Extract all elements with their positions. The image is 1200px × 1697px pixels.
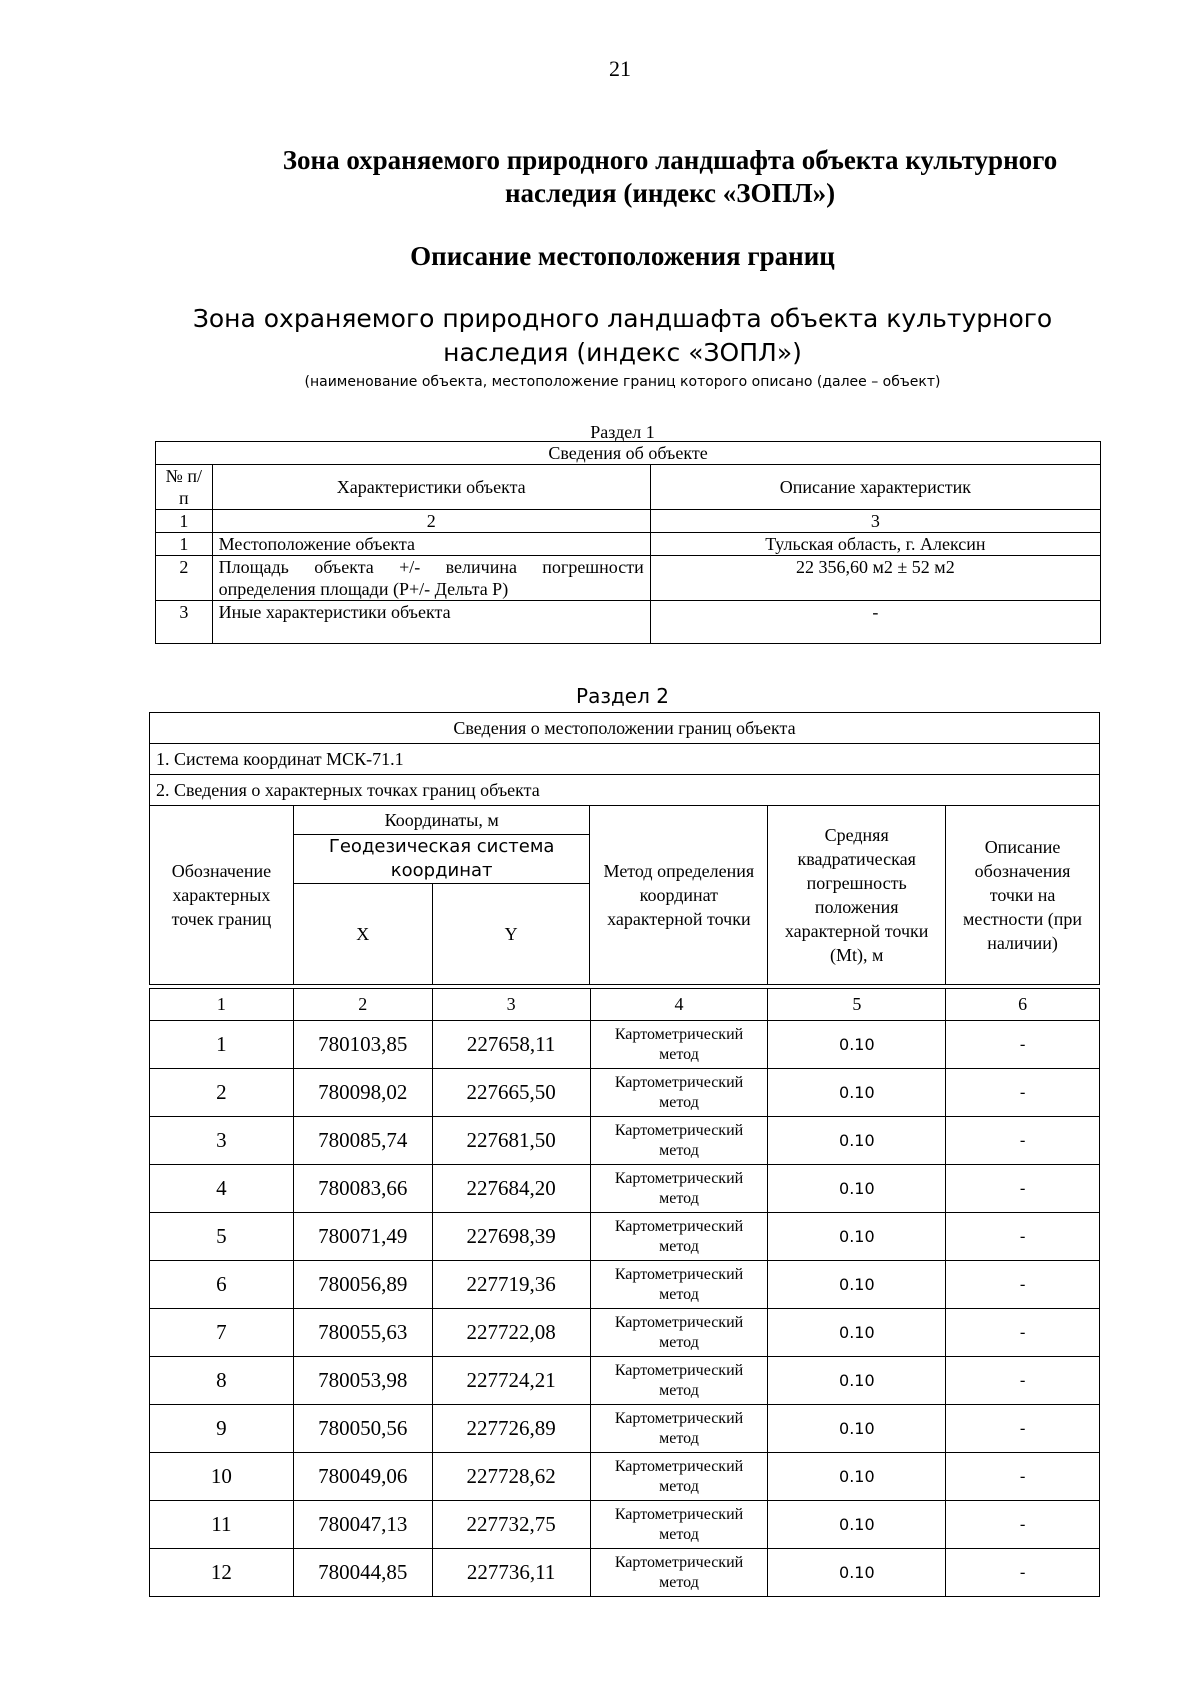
description-header: Описание обозначения точки на местности (при наличии) <box>946 806 1100 985</box>
point-method: Картометрический метод <box>590 1213 768 1261</box>
point-desc: - <box>946 1261 1100 1309</box>
point-y: 227726,89 <box>432 1405 590 1453</box>
section2-label: Раздел 2 <box>576 684 669 708</box>
table-row <box>150 1213 1100 1261</box>
point-desc: - <box>946 1165 1100 1213</box>
point-x: 780050,56 <box>293 1405 432 1453</box>
point-y: 227681,50 <box>432 1117 590 1165</box>
point-method: Картометрический метод <box>590 1309 768 1357</box>
point-x: 780044,85 <box>293 1549 432 1597</box>
point-x: 780056,89 <box>293 1261 432 1309</box>
point-number: 12 <box>150 1549 294 1597</box>
point-x: 780055,63 <box>293 1309 432 1357</box>
points-body <box>150 1021 1100 1597</box>
column-number: 2 <box>212 510 650 533</box>
point-mt: 0.10 <box>768 1165 946 1213</box>
point-desc: - <box>946 1213 1100 1261</box>
point-number: 7 <box>150 1309 294 1357</box>
row-value: Тульская область, г. Алексин <box>650 533 1100 556</box>
table-row <box>150 1405 1100 1453</box>
title-line-1: Зона охраняемого природного ландшафта объекта культурного <box>282 145 1058 175</box>
boundary-info-title: Сведения о местоположении границ объекта <box>150 713 1100 744</box>
col-char-header: Характеристики объекта <box>212 465 650 510</box>
point-mt: 0.10 <box>768 1357 946 1405</box>
y-header: Y <box>432 884 590 985</box>
table-row <box>150 1069 1100 1117</box>
point-method: Картометрический метод <box>590 1069 768 1117</box>
point-number: 5 <box>150 1213 294 1261</box>
point-number: 9 <box>150 1405 294 1453</box>
object-info-title: Сведения об объекте <box>156 442 1101 465</box>
object-name <box>0 302 1200 370</box>
column-number: 3 <box>650 510 1100 533</box>
column-number: 1 <box>150 989 294 1021</box>
point-x: 780103,85 <box>293 1021 432 1069</box>
coords-header: Координаты, м <box>293 806 590 835</box>
column-number: 4 <box>590 989 768 1021</box>
point-desc: - <box>946 1021 1100 1069</box>
point-y: 227736,11 <box>432 1549 590 1597</box>
point-method: Картометрический метод <box>590 1453 768 1501</box>
table-row <box>150 1453 1100 1501</box>
row-name: Площадь объекта +/- величина погрешности определения площади (Р+/- Дельта Р) <box>212 556 650 601</box>
point-number: 2 <box>150 1069 294 1117</box>
point-y: 227724,21 <box>432 1357 590 1405</box>
table-row <box>156 533 1101 556</box>
point-method: Картометрический метод <box>590 1501 768 1549</box>
row-name: Местоположение объекта <box>212 533 650 556</box>
point-y: 227722,08 <box>432 1309 590 1357</box>
point-mt: 0.10 <box>768 1405 946 1453</box>
point-y: 227719,36 <box>432 1261 590 1309</box>
column-number: 3 <box>432 989 590 1021</box>
row-number: 1 <box>156 533 213 556</box>
point-mt: 0.10 <box>768 1453 946 1501</box>
geo-system-header: Геодезическая система координат <box>293 835 590 884</box>
point-number: 6 <box>150 1261 294 1309</box>
col-desc-header: Описание характеристик <box>650 465 1100 510</box>
point-method: Картометрический метод <box>590 1021 768 1069</box>
object-info-table <box>155 441 1101 644</box>
point-y: 227665,50 <box>432 1069 590 1117</box>
point-desc: - <box>946 1549 1100 1597</box>
point-y: 227658,11 <box>432 1021 590 1069</box>
table-row <box>150 1501 1100 1549</box>
point-y: 227728,62 <box>432 1453 590 1501</box>
row-value: 22 356,60 м2 ± 52 м2 <box>650 556 1100 601</box>
points-table <box>149 988 1100 1597</box>
point-method: Картометрический метод <box>590 1357 768 1405</box>
point-desc: - <box>946 1069 1100 1117</box>
column-number: 1 <box>156 510 213 533</box>
document-title <box>0 144 1200 210</box>
boundary-info-table <box>149 712 1100 985</box>
point-desc: - <box>946 1309 1100 1357</box>
point-x: 780071,49 <box>293 1213 432 1261</box>
table-row <box>150 1357 1100 1405</box>
document-subtitle: Описание местоположения границ <box>410 241 835 271</box>
point-method: Картометрический метод <box>590 1165 768 1213</box>
title-line-2: наследия (индекс «ЗОПЛ») <box>504 178 836 208</box>
section1-label: Раздел 1 <box>590 422 655 442</box>
point-desc: - <box>946 1117 1100 1165</box>
point-x: 780053,98 <box>293 1357 432 1405</box>
point-method: Картометрический метод <box>590 1117 768 1165</box>
point-y: 227698,39 <box>432 1213 590 1261</box>
point-number: 11 <box>150 1501 294 1549</box>
table-row <box>150 1165 1100 1213</box>
column-number-row <box>156 510 1101 533</box>
point-mt: 0.10 <box>768 1261 946 1309</box>
point-desc: - <box>946 1405 1100 1453</box>
column-number: 5 <box>768 989 946 1021</box>
point-method: Картометрический метод <box>590 1261 768 1309</box>
table-row <box>156 601 1101 644</box>
object-caption: (наименование объекта, местоположение границ которого описано (далее – объект) <box>304 374 941 390</box>
row-name: Иные характеристики объекта <box>212 601 650 644</box>
point-mt: 0.10 <box>768 1021 946 1069</box>
point-desc: - <box>946 1453 1100 1501</box>
point-mt: 0.10 <box>768 1213 946 1261</box>
point-method: Картометрический метод <box>590 1549 768 1597</box>
designation-header: Обозначение характерных точек границ <box>150 806 294 985</box>
row-value: - <box>650 601 1100 644</box>
table-row <box>150 1309 1100 1357</box>
object-name-line-2: наследия (индекс «ЗОПЛ») <box>443 338 802 367</box>
point-number: 8 <box>150 1357 294 1405</box>
table-row <box>156 556 1101 601</box>
table-row <box>150 1021 1100 1069</box>
point-x: 780049,06 <box>293 1453 432 1501</box>
point-mt: 0.10 <box>768 1501 946 1549</box>
point-x: 780047,13 <box>293 1501 432 1549</box>
point-mt: 0.10 <box>768 1309 946 1357</box>
point-number: 4 <box>150 1165 294 1213</box>
column-number: 6 <box>946 989 1100 1021</box>
coord-system: 1. Система координат МСК-71.1 <box>150 744 1100 775</box>
method-header: Метод определения координат характерной точки <box>590 806 768 985</box>
point-x: 780098,02 <box>293 1069 432 1117</box>
point-number: 3 <box>150 1117 294 1165</box>
object-name-line-1: Зона охраняемого природного ландшафта объекта культурного <box>192 304 1053 333</box>
page-number: 21 <box>609 56 631 81</box>
point-desc: - <box>946 1357 1100 1405</box>
point-number: 1 <box>150 1021 294 1069</box>
point-mt: 0.10 <box>768 1117 946 1165</box>
point-method: Картометрический метод <box>590 1405 768 1453</box>
table-row <box>150 1549 1100 1597</box>
column-number-row <box>150 989 1100 1021</box>
row-number: 3 <box>156 601 213 644</box>
point-mt: 0.10 <box>768 1549 946 1597</box>
x-header: X <box>293 884 432 985</box>
error-header: Средняя квадратическая погрешность положения характерной точки (Mt), м <box>768 806 946 985</box>
point-number: 10 <box>150 1453 294 1501</box>
table-row <box>150 1117 1100 1165</box>
point-x: 780085,74 <box>293 1117 432 1165</box>
points-title: 2. Сведения о характерных точках границ объекта <box>150 775 1100 806</box>
row-number: 2 <box>156 556 213 601</box>
point-y: 227732,75 <box>432 1501 590 1549</box>
col-num-header: № п/п <box>156 465 213 510</box>
point-y: 227684,20 <box>432 1165 590 1213</box>
point-desc: - <box>946 1501 1100 1549</box>
point-mt: 0.10 <box>768 1069 946 1117</box>
point-x: 780083,66 <box>293 1165 432 1213</box>
table-row <box>150 1261 1100 1309</box>
column-number: 2 <box>293 989 432 1021</box>
